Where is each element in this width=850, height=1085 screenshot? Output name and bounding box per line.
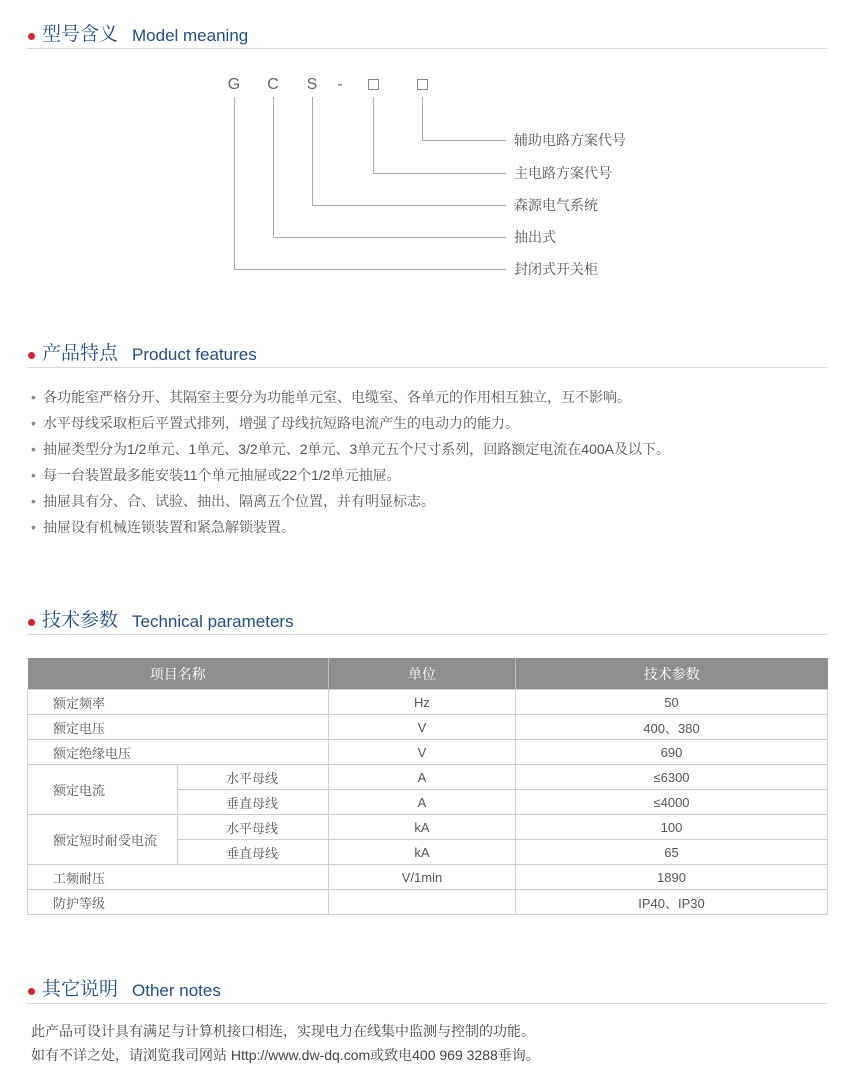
section-title-zh: 其它说明: [42, 979, 119, 1000]
row-value: ≤6300: [516, 765, 828, 790]
row-name: 工频耐压: [28, 865, 329, 890]
row-name: 额定电流: [28, 765, 178, 815]
header-unit: 单位: [329, 658, 516, 690]
model-letter-s: S: [306, 76, 318, 93]
note-line: 如有不详之处，请浏览我司网站 Http://www.dw-dq.com或致电400 969 3288垂询。: [31, 1047, 540, 1063]
row-unit: kA: [329, 815, 516, 840]
feature-item: • 水平母线采取柜后平置式排列，增强了母线抗短路电流产生的电动力的能力。: [31, 415, 519, 431]
row-value: 400、380: [516, 715, 828, 740]
row-subname: 水平母线: [178, 815, 329, 840]
section-header-params: [27, 610, 827, 635]
header-item-name: 项目名称: [28, 658, 329, 690]
bullet-icon: •: [31, 441, 36, 457]
bullet-icon: •: [31, 493, 36, 509]
row-unit: A: [329, 765, 516, 790]
model-dash: -: [337, 76, 343, 93]
bullet-icon: •: [31, 389, 36, 405]
table-row: [28, 890, 828, 915]
row-subname: 垂直母线: [178, 790, 329, 815]
table-row: [28, 865, 828, 890]
parameters-table: [27, 658, 828, 915]
table-header-row: [28, 658, 828, 690]
model-label-system: 森源电气系统: [514, 197, 598, 213]
model-label-drawout: 抽出式: [514, 229, 556, 245]
bullet-icon: •: [31, 415, 36, 431]
model-box-main: [368, 79, 379, 90]
row-name: 额定短时耐受电流: [28, 815, 178, 865]
section-title-en: Model meaning: [132, 26, 249, 45]
section-title-en: Product features: [132, 345, 257, 364]
bullet-dot-icon: [28, 619, 35, 626]
model-letter-g: G: [227, 76, 241, 93]
row-value: 50: [516, 690, 828, 715]
section-title-en: Other notes: [132, 981, 221, 1000]
model-box-aux: [417, 79, 428, 90]
bullet-dot-icon: [28, 988, 35, 995]
feature-item: • 每一台装置最多能安装11个单元抽屉或22个1/2单元抽屉。: [31, 467, 401, 483]
section-title-zh: 产品特点: [42, 343, 119, 364]
row-value: 100: [516, 815, 828, 840]
feature-item: • 各功能室严格分开、其隔室主要分为功能单元室、电缆室、各单元的作用相互独立，互不影响。: [31, 389, 631, 405]
model-diagram: [0, 0, 850, 300]
feature-item: • 抽屉设有机械连锁装置和紧急解锁装置。: [31, 519, 295, 535]
model-label-aux: 辅助电路方案代号: [514, 132, 626, 148]
table-row: [28, 815, 828, 840]
bullet-icon: •: [31, 519, 36, 535]
row-unit: V/1min: [329, 865, 516, 890]
row-name: 额定频率: [28, 690, 329, 715]
row-unit: [329, 890, 516, 915]
model-letter-c: C: [267, 76, 279, 93]
feature-item: • 抽屉类型分为1/2单元、1单元、3/2单元、2单元、3单元五个尺寸系列，回路额定电流在400A及以下。: [31, 441, 670, 457]
model-label-main: 主电路方案代号: [514, 165, 612, 181]
section-header-features: [27, 343, 827, 368]
row-value: IP40、IP30: [516, 890, 828, 915]
section-title-zh: 技术参数: [42, 610, 119, 631]
table-row: [28, 765, 828, 790]
note-line: 此产品可设计具有满足与计算机接口相连，实现电力在线集中监测与控制的功能。: [31, 1023, 535, 1039]
section-title-en: Technical parameters: [132, 612, 294, 631]
table-row: [28, 740, 828, 765]
bullet-dot-icon: [28, 352, 35, 359]
row-name: 额定电压: [28, 715, 329, 740]
row-subname: 水平母线: [178, 765, 329, 790]
table-row: [28, 715, 828, 740]
table-row: [28, 690, 828, 715]
row-value: 690: [516, 740, 828, 765]
section-header-notes: [27, 979, 827, 1004]
row-name: 防护等级: [28, 890, 329, 915]
row-value: 1890: [516, 865, 828, 890]
row-value: 65: [516, 840, 828, 865]
row-unit: V: [329, 715, 516, 740]
row-unit: V: [329, 740, 516, 765]
feature-item: • 抽屉具有分、合、试验、抽出、隔离五个位置，并有明显标志。: [31, 493, 435, 509]
header-value: 技术参数: [516, 658, 828, 690]
section-title-zh: 型号含义: [42, 24, 119, 45]
row-unit: Hz: [329, 690, 516, 715]
model-label-enclosed: 封闭式开关柜: [514, 261, 598, 277]
row-name: 额定绝缘电压: [28, 740, 329, 765]
row-subname: 垂直母线: [178, 840, 329, 865]
row-value: ≤4000: [516, 790, 828, 815]
row-unit: kA: [329, 840, 516, 865]
bullet-icon: •: [31, 467, 36, 483]
row-unit: A: [329, 790, 516, 815]
